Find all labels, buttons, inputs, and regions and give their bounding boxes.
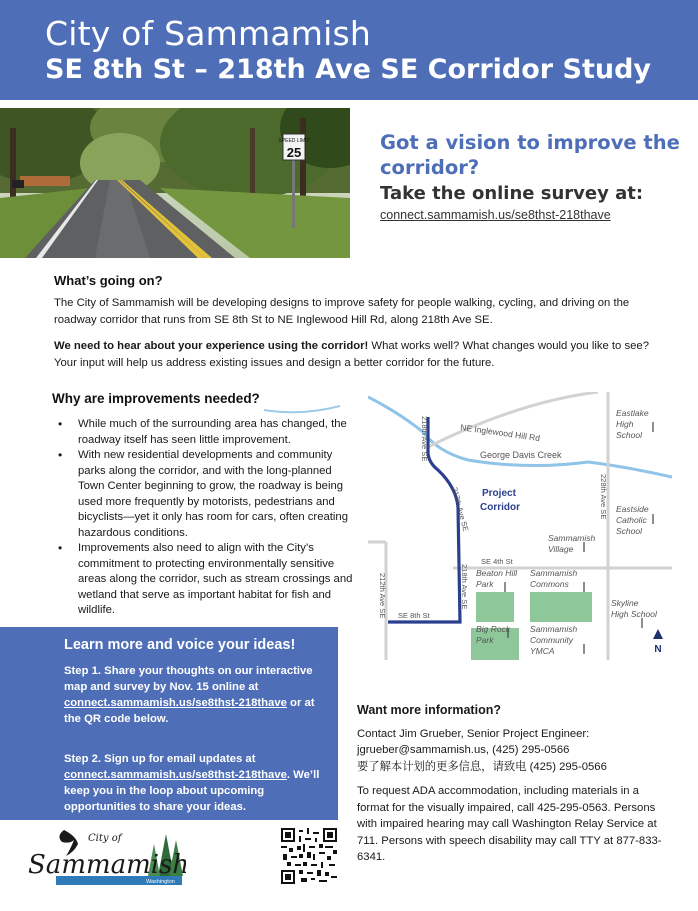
step2-link[interactable]: connect.sammamish.us/se8thst-218thave bbox=[64, 769, 287, 781]
map-label-se8th: SE 8th St bbox=[398, 611, 430, 620]
map-label-skyline-1: Skyline bbox=[611, 598, 639, 608]
vision-question: Got a vision to improve the corridor? bbox=[380, 131, 680, 179]
map-label-inglewood: NE Inglewood Hill Rd bbox=[459, 422, 541, 444]
map-label-eastside-2: Catholic bbox=[616, 515, 647, 525]
more-info-section bbox=[357, 702, 669, 866]
list-item: • Improvements also need to align with the City’s commitment to protecting environmentally sensitive areas along the corridor, such as stream crossings and wetland that serve as important habitat for fish and wildlife. bbox=[58, 541, 360, 619]
map-label-212th: 212th Ave SE bbox=[378, 573, 387, 619]
speed-limit-sign-text: SPEED LIMIT bbox=[278, 138, 310, 144]
take-survey-label: Take the online survey at: bbox=[380, 183, 644, 204]
list-item: • With new residential developments and community parks along the corridor, and with the long-planned Town Center beginning to grow, the roadway is being used more frequently by motorists, pedestrians and bicyclists—yet it only has room for cars, often creating hazardous conditions. bbox=[58, 448, 360, 541]
speed-limit-value: 25 bbox=[286, 145, 302, 160]
map-label-commons-1: Sammamish bbox=[530, 568, 578, 578]
map-label-217th: 217th Ave SE bbox=[450, 486, 471, 533]
step2-lead: Step 2. Sign up for email updates at bbox=[64, 753, 256, 765]
header-study-title: SE 8th St – 218th Ave SE Corridor Study bbox=[45, 54, 652, 85]
map-label-corridor: Corridor bbox=[480, 502, 520, 513]
map-label-skyline-2: High School bbox=[611, 609, 657, 619]
map-label-ymca-1: Sammamish bbox=[530, 624, 578, 634]
feedback-emphasis: We need to hear about your experience using the corridor! bbox=[54, 340, 369, 352]
map-label-218th-lower: 218th Ave SE bbox=[460, 564, 469, 610]
map-label-commons-2: Commons bbox=[530, 579, 569, 589]
reasons-list bbox=[58, 417, 360, 619]
map-label-ymca-2: Community bbox=[530, 635, 573, 645]
contact-line-2[interactable]: jgrueber@sammamish.us, (425) 295-0566 bbox=[357, 744, 570, 756]
list-item: • While much of the surrounding area has changed, the roadway itself has seen little improvement. bbox=[58, 417, 360, 448]
map-label-se4th: SE 4th St bbox=[481, 557, 513, 566]
map-label-beaton-1: Beaton Hill bbox=[476, 568, 518, 578]
map-label-bigrock-2: Park bbox=[476, 635, 494, 645]
step1-lead: Step 1. Share your thoughts on our interactive map and survey by Nov. 15 online at bbox=[64, 665, 313, 693]
header-city-name: City of Sammamish bbox=[45, 14, 371, 53]
logo-city-of: City of bbox=[88, 833, 122, 844]
learn-more-title: Learn more and voice your ideas! bbox=[64, 637, 296, 653]
why-heading: Why are improvements needed? bbox=[52, 391, 260, 406]
map-label-eastlake-3: School bbox=[616, 430, 642, 440]
decorative-wave bbox=[262, 402, 342, 416]
contact-line-1: Contact Jim Grueber, Senior Project Engineer: bbox=[357, 727, 590, 740]
step1-tail: or at the QR code below. bbox=[64, 697, 315, 725]
corridor-map bbox=[368, 392, 672, 660]
map-label-eastside-1: Eastside bbox=[616, 504, 649, 514]
step1-text bbox=[64, 663, 328, 727]
header-banner bbox=[0, 0, 698, 100]
map-label-bigrock-1: Big Rock bbox=[476, 624, 511, 634]
map-label-project: Project bbox=[482, 488, 516, 499]
map-label-218th-upper: 218th Ave SE bbox=[420, 416, 429, 462]
city-logo bbox=[26, 826, 186, 888]
logo-state: Washington bbox=[146, 879, 175, 885]
map-label-village-2: Village bbox=[548, 544, 574, 554]
map-label-eastlake-2: High bbox=[616, 419, 634, 429]
corridor-photo bbox=[0, 108, 350, 258]
learn-more-panel bbox=[0, 627, 338, 820]
intro-paragraph: The City of Sammamish will be developing designs to improve safety for people walking, cycling, and driving on the roadway corridor that runs from SE 8th St to NE Inglewood Hill Rd, along 218th Ave SE. bbox=[54, 297, 630, 326]
map-label-eastside-3: School bbox=[616, 526, 642, 536]
survey-link[interactable]: connect.sammamish.us/se8thst-218thave bbox=[380, 208, 611, 222]
whats-going-on-heading: What’s going on? bbox=[54, 273, 163, 288]
more-info-heading: Want more information? bbox=[357, 703, 501, 717]
feedback-text: What works well? What changes would you like to see? Your input will help us address existing issues and design a better corridor for the future. bbox=[54, 340, 649, 369]
step2-text bbox=[64, 751, 328, 815]
survey-callout bbox=[380, 130, 680, 222]
ada-notice: To request ADA accommodation, including materials in a format for the visually impaired, call 425-295-0563. Persons with impaired hearing may call Washington Relay Service at 711. Persons with speech disability may call TTY at 877-833-6341. bbox=[357, 785, 662, 863]
map-label-228th: 228th Ave SE bbox=[599, 474, 608, 520]
step1-link[interactable]: connect.sammamish.us/se8thst-218thave bbox=[64, 697, 287, 709]
qr-code[interactable] bbox=[281, 828, 337, 884]
map-label-village-1: Sammamish bbox=[548, 533, 596, 543]
north-arrow-label: N bbox=[654, 644, 662, 655]
feedback-paragraph bbox=[54, 338, 654, 371]
chinese-contact-line: 要了解本计划的更多信息，请致电 (425) 295-0566 bbox=[357, 760, 607, 773]
map-label-george-davis: George Davis Creek bbox=[480, 450, 562, 460]
logo-wordmark: Sammamish bbox=[28, 850, 186, 880]
map-label-beaton-2: Park bbox=[476, 579, 494, 589]
step2-tail: . We’ll keep you in the loop about upcoming opportunities to share your ideas. bbox=[64, 769, 320, 813]
map-label-ymca-3: YMCA bbox=[530, 646, 555, 656]
map-label-eastlake-1: Eastlake bbox=[616, 408, 649, 418]
